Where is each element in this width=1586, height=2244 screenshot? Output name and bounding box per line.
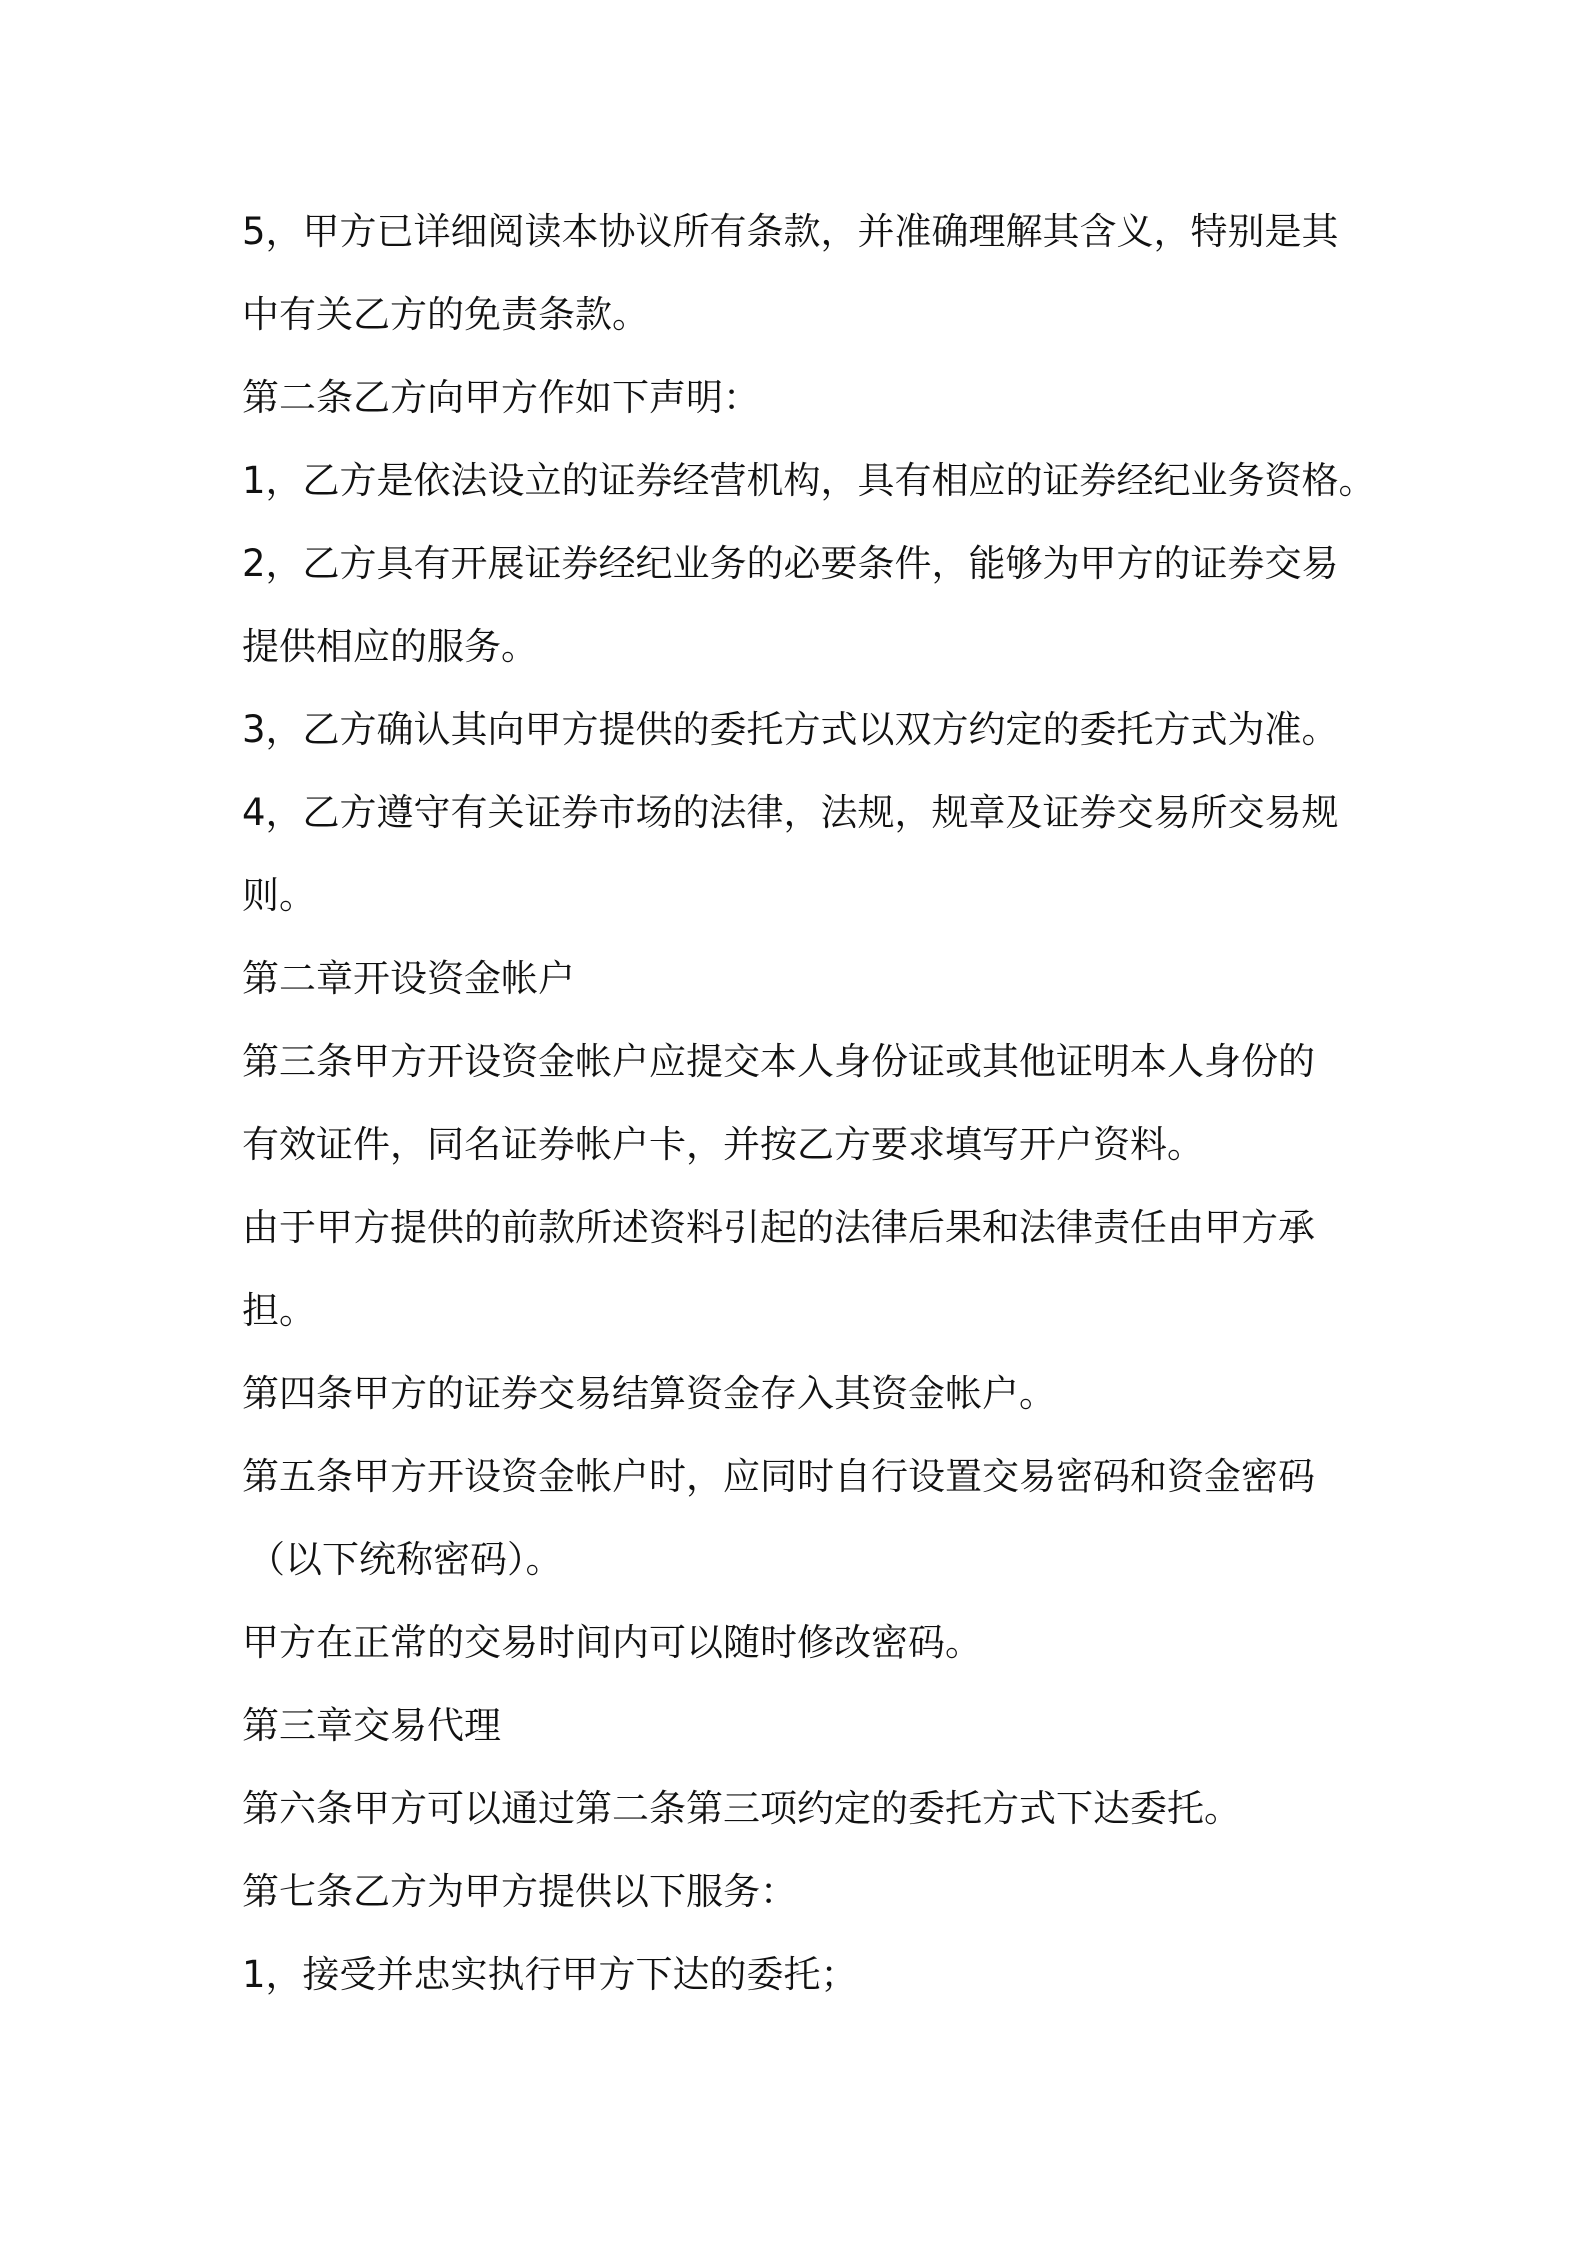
text-line: 3，乙方确认其向甲方提供的委托方式以双方约定的委托方式为准。 (242, 708, 1339, 751)
chapter-heading: 第三章交易代理 (242, 1704, 501, 1747)
text-line: 第七条乙方为甲方提供以下服务： (242, 1870, 797, 1913)
section-heading: 第二条乙方向甲方作如下声明： (242, 376, 760, 419)
text-line: 1，接受并忠实执行甲方下达的委托； (242, 1953, 858, 1996)
text-line: 第五条甲方开设资金帐户时，应同时自行设置交易密码和资金密码 (242, 1455, 1315, 1498)
document-body (242, 190, 1376, 2016)
text-line: 甲方在正常的交易时间内可以随时修改密码。 (242, 1621, 982, 1664)
text-line: 5，甲方已详细阅读本协议所有条款，并准确理解其含义，特别是其 (242, 210, 1339, 253)
text-line: 1，乙方是依法设立的证券经营机构，具有相应的证券经纪业务资格。 (242, 459, 1376, 502)
chapter-heading: 第二章开设资金帐户 (242, 957, 575, 1000)
text-line: （以下统称密码）。 (248, 1538, 563, 1581)
text-line: 第三条甲方开设资金帐户应提交本人身份证或其他证明本人身份的 (242, 1040, 1315, 1083)
text-line: 由于甲方提供的前款所述资料引起的法律后果和法律责任由甲方承 (242, 1206, 1315, 1249)
text-line: 提供相应的服务。 (242, 625, 538, 668)
text-line: 2，乙方具有开展证券经纪业务的必要条件，能够为甲方的证券交易 (242, 542, 1339, 585)
text-line: 担。 (242, 1289, 316, 1332)
text-line: 4，乙方遵守有关证券市场的法律，法规，规章及证券交易所交易规 (242, 791, 1339, 834)
text-line: 中有关乙方的免责条款。 (242, 293, 649, 336)
text-line: 第四条甲方的证券交易结算资金存入其资金帐户。 (242, 1372, 1056, 1415)
text-line: 则。 (242, 874, 316, 917)
text-line: 第六条甲方可以通过第二条第三项约定的委托方式下达委托。 (242, 1787, 1241, 1830)
text-line: 有效证件，同名证券帐户卡，并按乙方要求填写开户资料。 (242, 1123, 1204, 1166)
